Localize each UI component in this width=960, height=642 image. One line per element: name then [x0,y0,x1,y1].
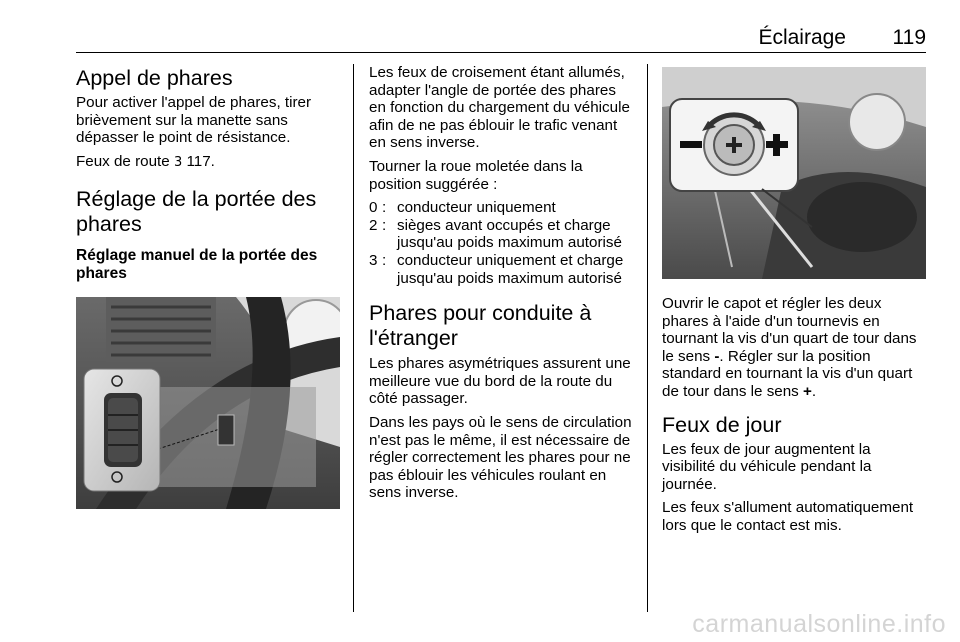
column-divider-2 [647,64,648,612]
section-title: Éclairage [758,26,846,49]
column-right [662,64,926,541]
heading-flash: Appel de phares [76,66,233,90]
headlamp-adjust-figure [662,67,926,279]
list-item: 3 : conducteur uniquement et charge jusqu'au poids maximum autorisé [369,251,624,287]
para-countries: Dans les pays où le sens de circulation n'est pas le même, il est nécessaire de régler correctement les phares pour ne pas éblouir les véhicules roulant en sens inverse. [369,413,632,502]
column-left [76,64,340,509]
watermark: carmanualsonline.info [692,610,946,638]
page-ref-icon: 3 [173,154,183,170]
para-flash: Pour activer l'appel de phares, tirer brièvement sur la manette sans dépasser le point de résistance. [76,94,312,147]
page-number: 119 [892,26,926,49]
minus-sign: - [714,347,720,365]
heading-manual: Réglage manuel de la portée des phares [76,247,318,283]
page-header [76,26,926,50]
header-rule [76,52,926,53]
para-turn: Tourner la roue moletée dans la position suggérée : [369,157,583,193]
list-item: 0 : conducteur uniquement [369,199,556,217]
ref-label: Feux de route [76,152,170,170]
para-hood: Ouvrir le capot et régler les deux phares à l'aide d'un tournevis en tournant la vis d'un quart de tour dans le sens -. Régler sur la position standard en tournant la vis d'un quart de tour dans le sens +. [662,295,917,400]
ref-page: 117. [186,152,215,170]
heading-abroad: Phares pour conduite à l'étranger [369,301,592,351]
column-middle [369,64,635,508]
heading-range: Réglage de la portée des phares [76,187,317,237]
para-drl2: Les feux s'allument automatiquement lors que le contact est mis. [662,499,914,534]
column-divider-1 [353,64,354,612]
para-drl1: Les feux de jour augmentent la visibilité du véhicule pendant la journée. [662,440,872,493]
plus-sign: + [803,382,812,400]
list-item: 2 : sièges avant occupés et charge jusqu'au poids maximum autorisé [369,216,622,252]
para-asym: Les phares asymétriques assurent une meilleure vue du bord de la route du côté passager. [369,355,631,408]
para-ref [76,153,340,172]
position-list [369,199,635,287]
heading-drl: Feux de jour [662,412,782,437]
dashboard-wheel-figure [76,297,340,509]
para-lowbeam: Les feux de croisement étant allumés, adapter l'angle de portée des phares en fonction du chargement du véhicule afin de ne pas éblouir le trafic venant en sens inverse. [369,64,630,152]
